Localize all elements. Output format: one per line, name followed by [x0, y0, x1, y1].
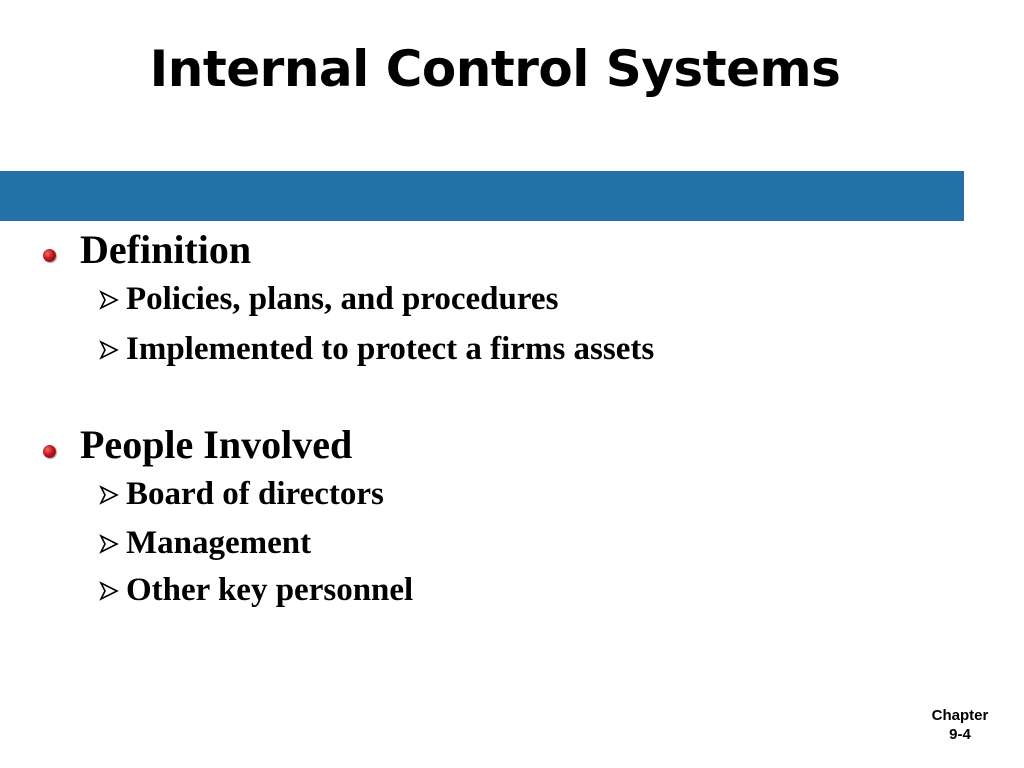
- list-item: Implemented to protect a firms assets: [126, 331, 655, 367]
- chapter-label-line1: Chapter: [931, 707, 989, 724]
- arrowhead-bullet-icon: [98, 484, 120, 506]
- title-band: [0, 171, 964, 221]
- red-bullet-icon: [43, 445, 56, 458]
- chapter-label-line2: 9-4: [949, 726, 971, 743]
- arrowhead-bullet-icon: [98, 289, 120, 311]
- list-item: Board of directors: [126, 476, 384, 512]
- section-heading-definition: Definition: [80, 227, 252, 272]
- arrowhead-bullet-icon: [98, 580, 120, 602]
- list-item: Other key personnel: [126, 572, 414, 608]
- section-heading-people-involved: People Involved: [80, 422, 353, 467]
- arrowhead-bullet-icon: [98, 339, 120, 361]
- list-item: Management: [126, 525, 312, 561]
- arrowhead-bullet-icon: [98, 533, 120, 555]
- slide-title: Internal Control Systems: [149, 40, 841, 98]
- list-item: Policies, plans, and procedures: [126, 281, 559, 317]
- red-bullet-icon: [43, 249, 56, 262]
- chapter-label: [912, 706, 1008, 744]
